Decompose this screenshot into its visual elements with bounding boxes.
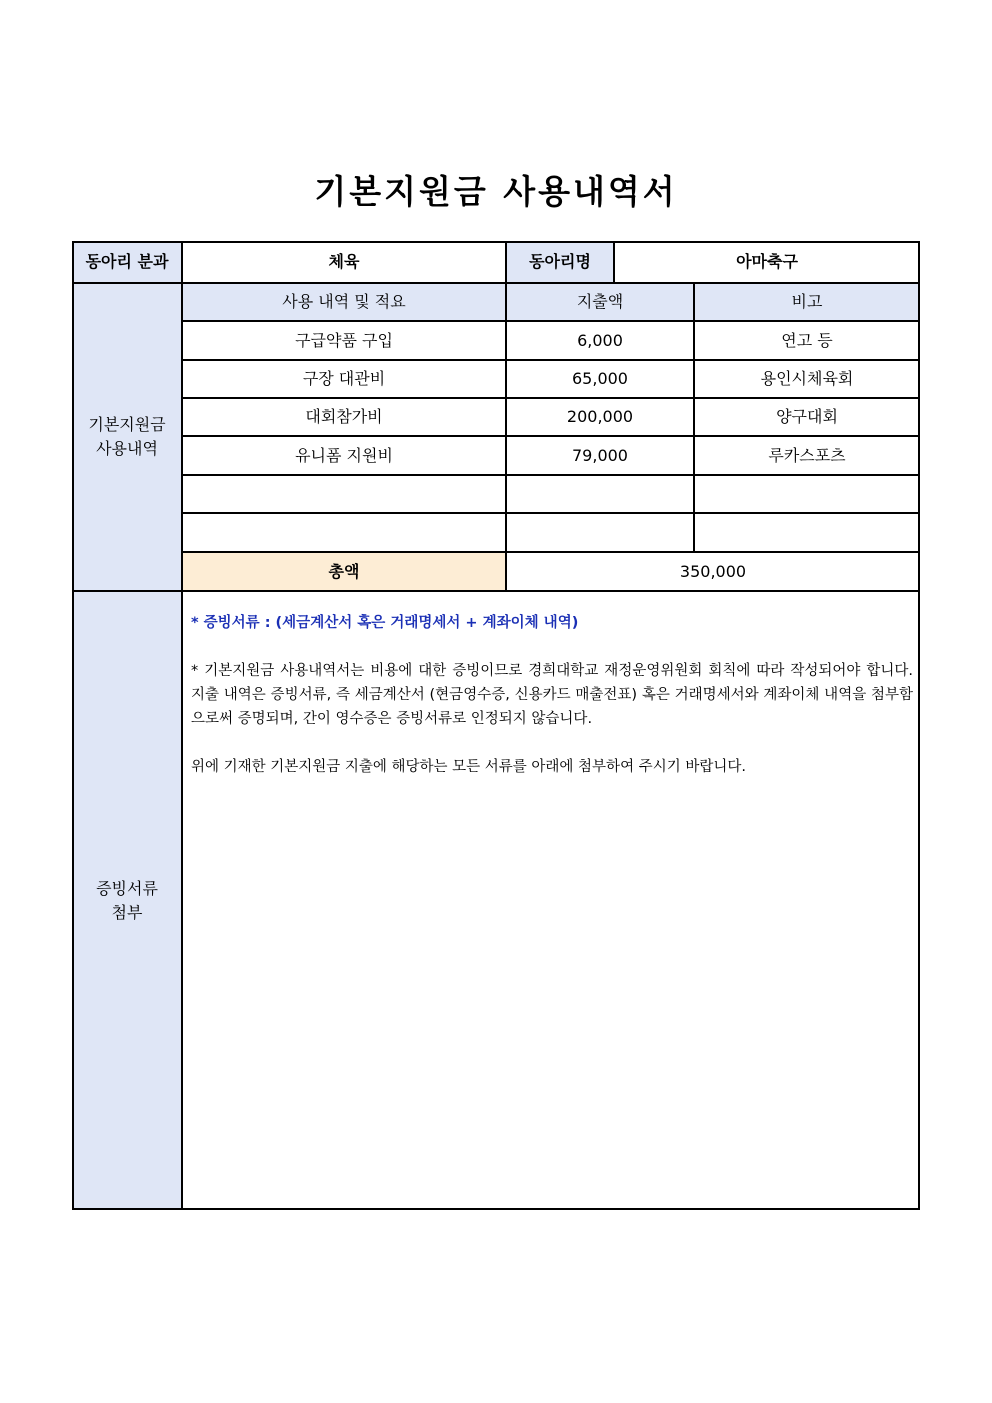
row-6-remarks bbox=[694, 513, 920, 552]
divider-row bbox=[182, 474, 920, 476]
divider-side-column bbox=[181, 241, 183, 1210]
divider-row bbox=[182, 551, 920, 553]
evidence-rules-notice: * 기본지원금 사용내역서는 비용에 대한 증빙이므로 경희대학교 재정운영위원회 회칙에 따라 작성되어야 합니다. 지출 내역은 증빙서류, 즉 세금계산서 (현금영수증, 신용카드 매출전표) 혹은 거래명세서와 계좌이체 내역을 첨부함으로써 증명되며, 간이 영수증은 증빙서류로 인정되지 않습니다. bbox=[191, 663, 913, 727]
divider-club-name-label bbox=[613, 241, 615, 283]
border-top bbox=[72, 241, 920, 243]
required-documents-notice: * 증빙서류 : (세금계산서 혹은 거래명세서 + 계좌이체 내역) bbox=[191, 615, 579, 631]
document-title: 기본지원금 사용내역서 bbox=[314, 172, 678, 211]
divider-row bbox=[182, 359, 920, 361]
border-left bbox=[72, 241, 74, 1210]
divider-row bbox=[182, 397, 920, 399]
divider-club-row bbox=[72, 282, 920, 284]
row-3-description: 대회참가비 bbox=[305, 407, 383, 426]
row-5-description bbox=[182, 475, 506, 513]
row-1-description: 구급약품 구입 bbox=[295, 330, 393, 350]
usage-section-label bbox=[72, 283, 182, 591]
row-1-remarks: 연고 등 bbox=[781, 330, 833, 350]
column-header-description: 사용 내역 및 적요 bbox=[182, 283, 506, 321]
total-value: 350,000 bbox=[679, 561, 747, 581]
evidence-section-label bbox=[72, 591, 182, 1210]
column-header-remarks: 비고 bbox=[694, 283, 920, 321]
row-4-amount: 79,000 bbox=[572, 445, 628, 465]
row-1-amount: 6,000 bbox=[577, 330, 623, 350]
row-2-amount: 65,000 bbox=[572, 369, 628, 388]
club-category-label: 동아리 분과 bbox=[72, 241, 182, 283]
evidence-attachment-area bbox=[182, 591, 920, 1210]
evidence-section-label-line2: 첨부 bbox=[111, 902, 143, 922]
row-4-description: 유니폼 지원비 bbox=[295, 445, 393, 465]
row-2-description: 구장 대관비 bbox=[302, 369, 386, 388]
row-6-amount bbox=[506, 513, 694, 552]
row-3-remarks: 양구대회 bbox=[776, 407, 838, 426]
divider-usage-section bbox=[72, 590, 920, 592]
border-bottom bbox=[72, 1208, 920, 1210]
row-4-remarks: 루카스포츠 bbox=[768, 445, 846, 465]
column-header-amount: 지출액 bbox=[506, 283, 694, 321]
usage-section-label-line2: 사용내역 bbox=[96, 439, 158, 458]
row-2-remarks: 용인시체육회 bbox=[760, 369, 854, 388]
divider-row bbox=[182, 320, 920, 322]
row-5-remarks bbox=[694, 475, 920, 513]
border-right bbox=[918, 241, 920, 1210]
row-6-description bbox=[182, 513, 506, 552]
divider-row bbox=[182, 512, 920, 514]
divider-row bbox=[182, 435, 920, 437]
total-label: 총액 bbox=[182, 552, 506, 591]
divider-description-amount bbox=[505, 241, 507, 591]
usage-report-form bbox=[72, 241, 920, 1210]
club-category-value: 체육 bbox=[328, 252, 360, 271]
row-5-amount bbox=[506, 475, 694, 513]
evidence-section-label-line1: 증빙서류 bbox=[96, 878, 158, 898]
club-name-value: 아마축구 bbox=[736, 252, 798, 271]
club-name-label: 동아리명 bbox=[506, 241, 614, 283]
row-3-amount: 200,000 bbox=[566, 407, 634, 426]
divider-amount-remarks bbox=[693, 283, 695, 552]
usage-section-label-line1: 기본지원금 bbox=[88, 415, 166, 434]
attachment-instruction: 위에 기재한 기본지원금 지출에 해당하는 모든 서류를 아래에 첨부하여 주시기 바랍니다. bbox=[191, 759, 746, 775]
